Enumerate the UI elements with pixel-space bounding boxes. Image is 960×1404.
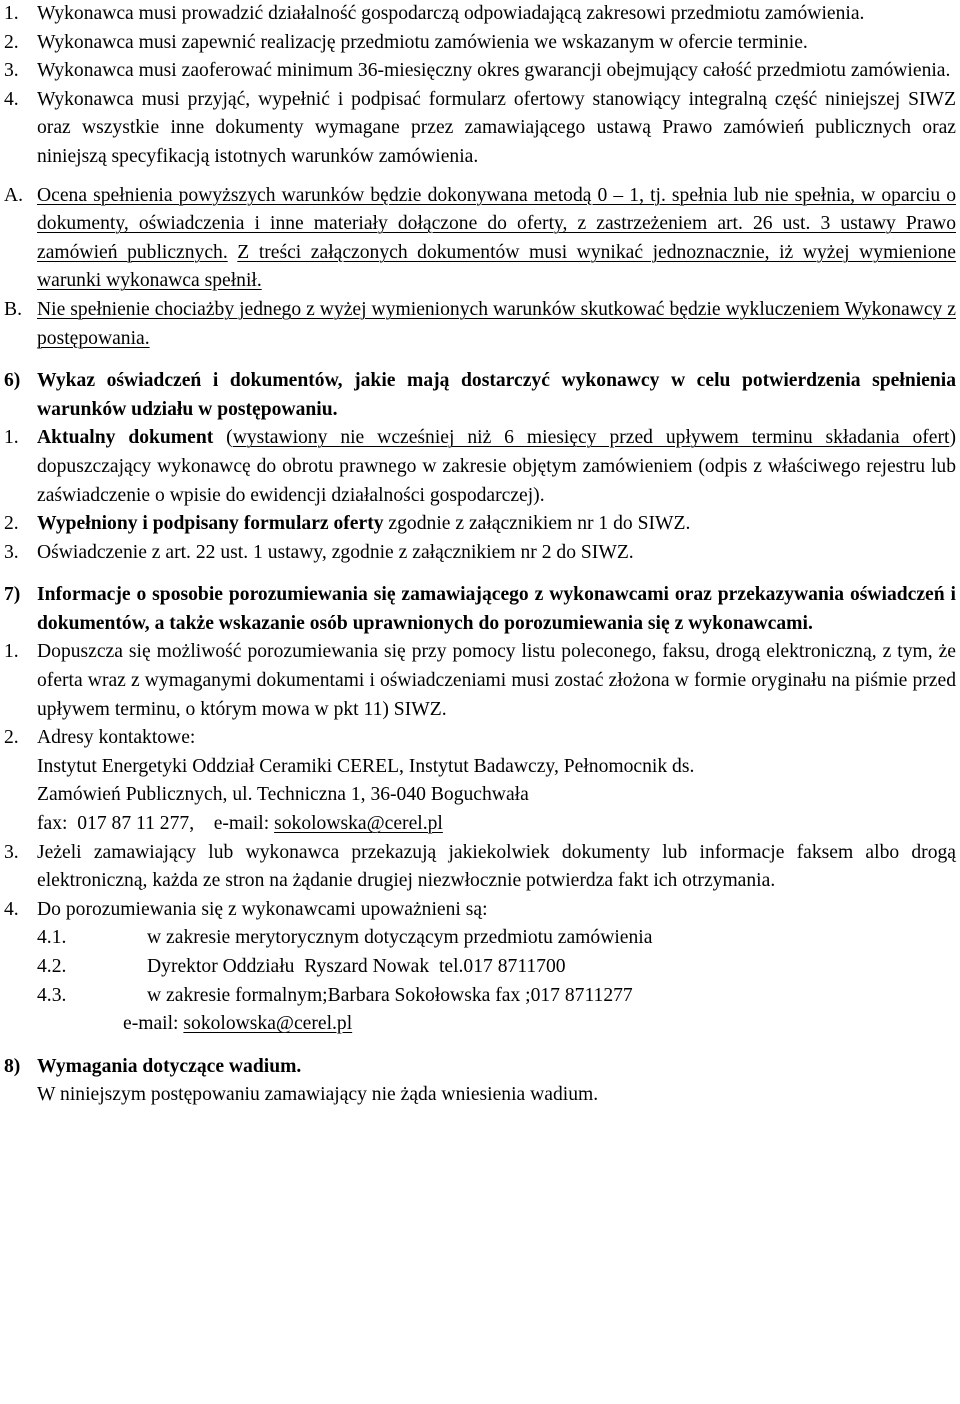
- subitem-4-3: 4.3. w zakresie formalnym;Barbara Sokołowska fax ;017 8711277: [37, 984, 633, 1006]
- list-item: 1. Wykonawca musi prowadzić działalność gospodarczą odpowiadającą zakresowi przedmiotu zamówienia.: [4, 3, 865, 24]
- list-item: 3. Wykonawca musi zaoferować minimum 36-miesięczny okres gwarancji obejmujący całość przedmiotu zamówienia.: [4, 60, 951, 82]
- section-6-item-2: 2. Wypełniony i podpisany formularz oferty zgodnie z załącznikiem nr 1 do SIWZ.: [4, 513, 691, 535]
- contact-fax-email: fax: 017 87 11 277, e-mail: sokolowska@cerel.pl: [37, 813, 443, 835]
- subitem-4-2: 4.2. Dyrektor Oddziału Ryszard Nowak tel.017 8711700: [37, 956, 566, 977]
- list-item: 2. Wykonawca musi zapewnić realizację przedmiotu zamówienia we wskazanym w ofercie terminie.: [4, 31, 808, 53]
- section-6-heading: 6) Wykaz oświadczeń i dokumentów, jakie mają dostarczyć wykonawcy w celu potwierdzenia spełnienia warunków udziału w postępowaniu.: [4, 370, 956, 420]
- contact-address-line-1: Instytut Energetyki Oddział Ceramiki CEREL, Instytut Badawczy, Pełnomocnik ds.: [37, 755, 695, 777]
- condition-b: B. Nie spełnienie chociażby jednego z wyżej wymienionych warunków skutkować będzie wykluczeniem Wykonawcy z postępowania.: [4, 298, 956, 349]
- contact-fax: fax: 017 87 11 277,: [37, 813, 195, 835]
- section-7-heading: 7) Informacje o sposobie porozumiewania się zamawiającego z wykonawcami oraz przekazywania oświadczeń i dokumentów, a także wskazanie osób uprawnionych do porozumiewania się z wykonawcami.: [4, 584, 956, 634]
- section-8-heading: 8) Wymagania dotyczące wadium.: [4, 1055, 302, 1077]
- section-7-item-3: 3. Jeżeli zamawiający lub wykonawca przekazują jakiekolwiek dokumenty lub informacje faksem albo drogą elektroniczną, każda ze stron na żądanie drugiej niezwłocznie potwierdza fakt ich otrzymania.: [4, 841, 956, 892]
- section-7-item-4: 4. Do porozumiewania się z wykonawcami upoważnieni są:: [4, 898, 488, 920]
- condition-a: A. Ocena spełnienia powyższych warunków będzie dokonywana metodą 0 – 1, tj. spełnia lub nie spełnia, w oparciu o dokumenty, oświadczenia i inne materiały dołączone do oferty, z zastrzeżeniem art. 26 ust. 3 ustawy Prawo zamówień publicznych. Z treści załączonych dokumentów musi wynikać jednoznacznie, iż wyżej wymienione warunki wykonawca spełnił.: [4, 184, 957, 292]
- subitem-4-3-email: e-mail: sokolowska@cerel.pl: [123, 1013, 353, 1035]
- section-6-item-3: 3. Oświadczenie z art. 22 ust. 1 ustawy, zgodnie z załącznikiem nr 2 do SIWZ.: [4, 541, 634, 563]
- section-7-item-1: 1. Dopuszcza się możliwość porozumiewania się przy pomocy listu poleconego, faksu, drogą elektroniczną, z tym, że oferta wraz z wymaganymi dokumentami i oświadczeniami musi zostać złożona w formie oryginału na piśmie przed upływem terminu, o którym mowa w pkt 11) SIWZ.: [4, 641, 956, 720]
- email-link[interactable]: sokolowska@cerel.pl: [274, 813, 443, 835]
- section-7-item-2: 2. Adresy kontaktowe:: [4, 727, 196, 749]
- list-item: 4. Wykonawca musi przyjąć, wypełnić i podpisać formularz ofertowy stanowiący integralną część niniejszej SIWZ oraz wszystkie inne dokumenty wymagane przez zamawiającego ustawą Prawo zamówień publicznych oraz niniejszą specyfikacją istotnych warunków zamówienia.: [4, 88, 956, 167]
- email-link[interactable]: sokolowska@cerel.pl: [183, 1013, 353, 1035]
- section-6-item-1: 1. Aktualny dokument (wystawiony nie wcześniej niż 6 miesięcy przed upływem terminu składania ofert) dopuszczający wykonawcę do obrotu prawnego w zakresie objętym zamówieniem (odpis z właściwego rejestru lub zaświadczenie o wpisie do ewidencji działalności gospodarczej).: [4, 427, 956, 506]
- intro-list: [0, 0, 960, 172]
- contact-address-line-2: Zamówień Publicznych, ul. Techniczna 1, 36-040 Boguchwała: [37, 784, 529, 806]
- section-8-text: W niniejszym postępowaniu zamawiający nie żąda wniesienia wadium.: [37, 1084, 599, 1106]
- subitem-4-1: 4.1. w zakresie merytorycznym dotyczącym przedmiotu zamówienia: [37, 927, 653, 949]
